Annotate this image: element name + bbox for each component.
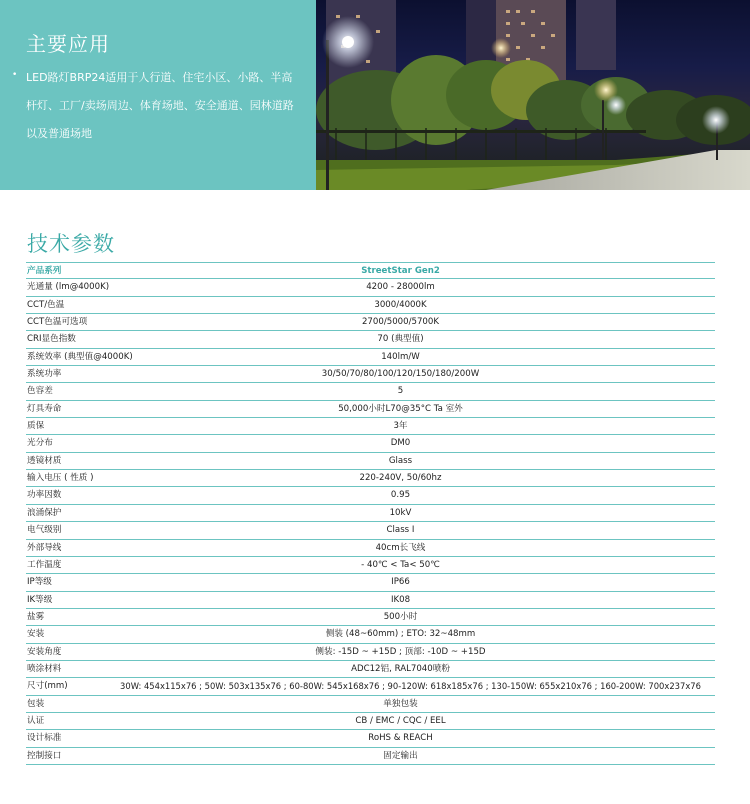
spec-value: 3000/4000K bbox=[374, 299, 427, 310]
hero-banner bbox=[0, 0, 750, 190]
spec-label: CRI显色指数 bbox=[27, 334, 76, 345]
spec-value: 70 (典型值) bbox=[377, 334, 424, 345]
spec-label: 系统功率 bbox=[27, 369, 62, 380]
spec-value: Glass bbox=[388, 455, 413, 466]
spec-label: 灯具寿命 bbox=[27, 403, 62, 414]
spec-label: 光通量 (lm@4000K) bbox=[27, 282, 110, 293]
table-row bbox=[26, 383, 715, 400]
table-row bbox=[26, 279, 715, 296]
table-row bbox=[26, 470, 715, 487]
spec-value: 固定输出 bbox=[383, 750, 418, 761]
spec-label: IP等级 bbox=[27, 577, 52, 588]
spec-value: - 40℃ < Ta< 50℃ bbox=[361, 559, 440, 570]
table-row bbox=[26, 297, 715, 314]
table-row bbox=[26, 453, 715, 470]
spec-label: 认证 bbox=[27, 715, 45, 726]
table-row bbox=[26, 748, 715, 765]
spec-value: 500小时 bbox=[383, 611, 418, 622]
spec-value: 50,000小时L70@35°C Ta 室外 bbox=[338, 403, 463, 414]
spec-value: 侧装 (48~60mm) ; ETO: 32~48mm bbox=[325, 629, 476, 640]
table-row bbox=[26, 331, 715, 348]
spec-label: 色容差 bbox=[27, 386, 53, 397]
spec-label: 浪涌保护 bbox=[27, 507, 62, 518]
spec-label: 透镜材质 bbox=[27, 455, 62, 466]
spec-value: 0.95 bbox=[390, 490, 411, 501]
spec-value: 4200 - 28000lm bbox=[366, 282, 435, 293]
table-row bbox=[26, 418, 715, 435]
bullet-icon: • bbox=[12, 70, 18, 80]
spec-label: 控制接口 bbox=[27, 750, 62, 761]
table-row bbox=[26, 644, 715, 661]
table-row bbox=[26, 730, 715, 747]
spec-value: 2700/5000/5700K bbox=[361, 317, 440, 328]
spec-label: 输入电压 ( 性质 ) bbox=[27, 473, 94, 484]
spec-value: RoHS & REACH bbox=[368, 733, 433, 744]
spec-label: 设计标准 bbox=[27, 733, 62, 744]
spec-label: 包装 bbox=[27, 698, 45, 709]
spec-label: 喷涂材料 bbox=[27, 663, 62, 674]
spec-label: IK等级 bbox=[27, 594, 53, 605]
spec-label: 工作温度 bbox=[27, 559, 62, 570]
table-row bbox=[26, 540, 715, 557]
spec-label: CCT色温可选项 bbox=[27, 317, 88, 328]
spec-label: 外部导线 bbox=[27, 542, 62, 553]
section-title: 技术参数 bbox=[27, 232, 115, 256]
spec-label: 安装角度 bbox=[27, 646, 62, 657]
spec-value: 侧装: -15D ~ +15D ; 顶部: -10D ~ +15D bbox=[315, 646, 486, 657]
spec-label: 质保 bbox=[27, 421, 45, 432]
spec-label: 系统效率 (典型值@4000K) bbox=[27, 351, 133, 362]
spec-label: CCT/色温 bbox=[27, 299, 65, 310]
header-label: 产品系列 bbox=[27, 266, 62, 276]
spec-label: 安装 bbox=[27, 629, 45, 640]
table-row bbox=[26, 678, 715, 695]
spec-label: 光分布 bbox=[27, 438, 53, 449]
table-row bbox=[26, 557, 715, 574]
street-light-photo bbox=[316, 0, 750, 190]
table-row bbox=[26, 435, 715, 452]
spec-value: ADC12铝, RAL7040喷粉 bbox=[351, 663, 450, 674]
spec-value: 单独包装 bbox=[383, 698, 418, 709]
table-row bbox=[26, 401, 715, 418]
table-row bbox=[26, 626, 715, 643]
spec-label: 功率因数 bbox=[27, 490, 62, 501]
spec-value: 220-240V, 50/60hz bbox=[359, 473, 442, 484]
spec-value: DM0 bbox=[390, 438, 411, 449]
hero-title: 主要应用 bbox=[26, 32, 110, 56]
table-row bbox=[26, 505, 715, 522]
table-row bbox=[26, 713, 715, 730]
spec-value: 30/50/70/80/100/120/150/180/200W bbox=[321, 369, 480, 380]
table-row bbox=[26, 661, 715, 678]
spec-table bbox=[26, 262, 715, 765]
table-row bbox=[26, 366, 715, 383]
table-row bbox=[26, 314, 715, 331]
spec-value: 5 bbox=[397, 386, 404, 397]
table-row bbox=[26, 522, 715, 539]
spec-value: 30W: 454x115x76 ; 50W: 503x135x76 ; 60-80W: 545x168x76 ; 90-120W: 618x185x76 ; 130-150W: 655x210x76 ; 160-200W: 700x237x76 bbox=[120, 681, 701, 692]
spec-label: 盐雾 bbox=[27, 611, 45, 622]
spec-value: Class I bbox=[386, 525, 415, 536]
spec-label: 电气级别 bbox=[27, 525, 62, 536]
header-value: StreetStar Gen2 bbox=[361, 266, 440, 276]
hero-description: LED路灯BRP24适用于人行道、住宅小区、小路、半高杆灯、工厂/卖场周边、体育场地、安全通道、园林道路以及普通场地 bbox=[26, 71, 294, 140]
spec-value: IK08 bbox=[390, 594, 411, 605]
table-row bbox=[26, 592, 715, 609]
spec-label: 尺寸(mm) bbox=[27, 681, 68, 692]
table-row bbox=[26, 487, 715, 504]
table-row bbox=[26, 349, 715, 366]
spec-value: 3年 bbox=[393, 421, 408, 432]
table-row bbox=[26, 696, 715, 713]
table-row bbox=[26, 609, 715, 626]
spec-value: 40cm长飞线 bbox=[375, 542, 426, 553]
table-header-row bbox=[26, 262, 715, 279]
spec-value: IP66 bbox=[391, 577, 410, 588]
spec-value: 140lm/W bbox=[381, 351, 420, 362]
spec-value: 10kV bbox=[389, 507, 412, 518]
table-row bbox=[26, 574, 715, 591]
spec-value: CB / EMC / CQC / EEL bbox=[355, 715, 446, 726]
hero-text-panel bbox=[0, 0, 316, 190]
night-street-scene-illustration bbox=[316, 0, 750, 190]
